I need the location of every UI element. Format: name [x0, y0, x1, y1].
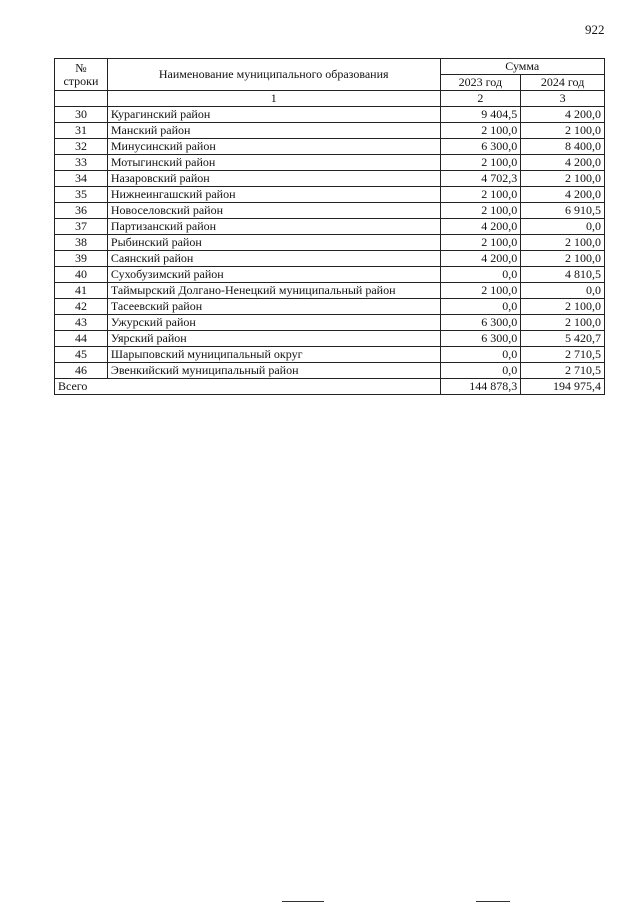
municipality-name: Курагинский район	[107, 107, 440, 123]
table-row	[55, 299, 605, 315]
sum-2023: 2 100,0	[440, 187, 521, 203]
municipality-name: Новоселовский район	[107, 203, 440, 219]
header-row-number: № строки	[55, 59, 108, 91]
column-index-empty	[55, 91, 108, 107]
sum-2023: 0,0	[440, 299, 521, 315]
sum-2023: 0,0	[440, 267, 521, 283]
row-number: 46	[55, 363, 108, 379]
row-number: 35	[55, 187, 108, 203]
row-number: 39	[55, 251, 108, 267]
row-number: 38	[55, 235, 108, 251]
row-number: 32	[55, 139, 108, 155]
sum-2024: 4 200,0	[521, 155, 605, 171]
municipality-name: Тасеевский район	[107, 299, 440, 315]
sum-2023: 2 100,0	[440, 123, 521, 139]
footer-line-right	[476, 901, 510, 902]
table-row	[55, 171, 605, 187]
page-number: 922	[585, 22, 605, 37]
total-label: Всего	[55, 379, 441, 395]
table-row	[55, 139, 605, 155]
municipality-name: Манский район	[107, 123, 440, 139]
municipality-name: Минусинский район	[107, 139, 440, 155]
total-2023: 144 878,3	[440, 379, 521, 395]
table-row	[55, 251, 605, 267]
row-number: 37	[55, 219, 108, 235]
table-row	[55, 203, 605, 219]
sum-2024: 4 200,0	[521, 187, 605, 203]
municipality-name: Мотыгинский район	[107, 155, 440, 171]
sum-2023: 6 300,0	[440, 331, 521, 347]
row-number: 34	[55, 171, 108, 187]
municipality-name: Нижнеингашский район	[107, 187, 440, 203]
table-row	[55, 107, 605, 123]
row-number: 30	[55, 107, 108, 123]
table-row	[55, 363, 605, 379]
table-row	[55, 155, 605, 171]
sum-2023: 4 200,0	[440, 219, 521, 235]
sum-2024: 2 710,5	[521, 347, 605, 363]
sum-2024: 4 810,5	[521, 267, 605, 283]
header-year-2023: 2023 год	[440, 75, 521, 91]
header-sum: Сумма	[440, 59, 605, 75]
sum-2024: 6 910,5	[521, 203, 605, 219]
row-number: 33	[55, 155, 108, 171]
table-header-row	[55, 59, 605, 75]
sum-2024: 0,0	[521, 219, 605, 235]
column-index-2: 2	[440, 91, 521, 107]
total-2024: 194 975,4	[521, 379, 605, 395]
budget-table	[54, 58, 605, 395]
sum-2024: 8 400,0	[521, 139, 605, 155]
sum-2023: 4 200,0	[440, 251, 521, 267]
sum-2023: 0,0	[440, 363, 521, 379]
municipality-name: Уярский район	[107, 331, 440, 347]
table-row	[55, 331, 605, 347]
sum-2023: 2 100,0	[440, 283, 521, 299]
column-index-3: 3	[521, 91, 605, 107]
sum-2023: 2 100,0	[440, 203, 521, 219]
sum-2024: 2 710,5	[521, 363, 605, 379]
total-row	[55, 379, 605, 395]
sum-2023: 6 300,0	[440, 139, 521, 155]
sum-2024: 2 100,0	[521, 251, 605, 267]
row-number: 42	[55, 299, 108, 315]
municipality-name: Шарыповский муниципальный округ	[107, 347, 440, 363]
header-municipality-name: Наименование муниципального образования	[107, 59, 440, 91]
column-index-row	[55, 91, 605, 107]
municipality-name: Рыбинский район	[107, 235, 440, 251]
municipality-name: Саянский район	[107, 251, 440, 267]
sum-2023: 2 100,0	[440, 155, 521, 171]
table-row	[55, 267, 605, 283]
municipality-name: Сухобузимский район	[107, 267, 440, 283]
sum-2024: 2 100,0	[521, 123, 605, 139]
table-row	[55, 347, 605, 363]
table-row	[55, 315, 605, 331]
row-number: 40	[55, 267, 108, 283]
sum-2023: 4 702,3	[440, 171, 521, 187]
municipality-name: Партизанский район	[107, 219, 440, 235]
sum-2024: 2 100,0	[521, 235, 605, 251]
row-number: 44	[55, 331, 108, 347]
row-number: 45	[55, 347, 108, 363]
row-number: 36	[55, 203, 108, 219]
sum-2024: 2 100,0	[521, 315, 605, 331]
table-row	[55, 283, 605, 299]
municipality-name: Эвенкийский муниципальный район	[107, 363, 440, 379]
municipality-name: Таймырский Долгано-Ненецкий муниципальный район	[107, 283, 440, 299]
sum-2023: 0,0	[440, 347, 521, 363]
row-number: 31	[55, 123, 108, 139]
sum-2023: 2 100,0	[440, 235, 521, 251]
table-row	[55, 187, 605, 203]
municipality-name: Ужурский район	[107, 315, 440, 331]
sum-2024: 0,0	[521, 283, 605, 299]
row-number: 41	[55, 283, 108, 299]
row-number: 43	[55, 315, 108, 331]
footer-line-left	[282, 901, 324, 902]
sum-2024: 5 420,7	[521, 331, 605, 347]
municipality-name: Назаровский район	[107, 171, 440, 187]
sum-2023: 6 300,0	[440, 315, 521, 331]
table-body	[55, 107, 605, 379]
column-index-1: 1	[107, 91, 440, 107]
table-row	[55, 123, 605, 139]
sum-2024: 2 100,0	[521, 171, 605, 187]
table-row	[55, 235, 605, 251]
header-year-2024: 2024 год	[521, 75, 605, 91]
sum-2024: 2 100,0	[521, 299, 605, 315]
table-row	[55, 219, 605, 235]
sum-2024: 4 200,0	[521, 107, 605, 123]
sum-2023: 9 404,5	[440, 107, 521, 123]
